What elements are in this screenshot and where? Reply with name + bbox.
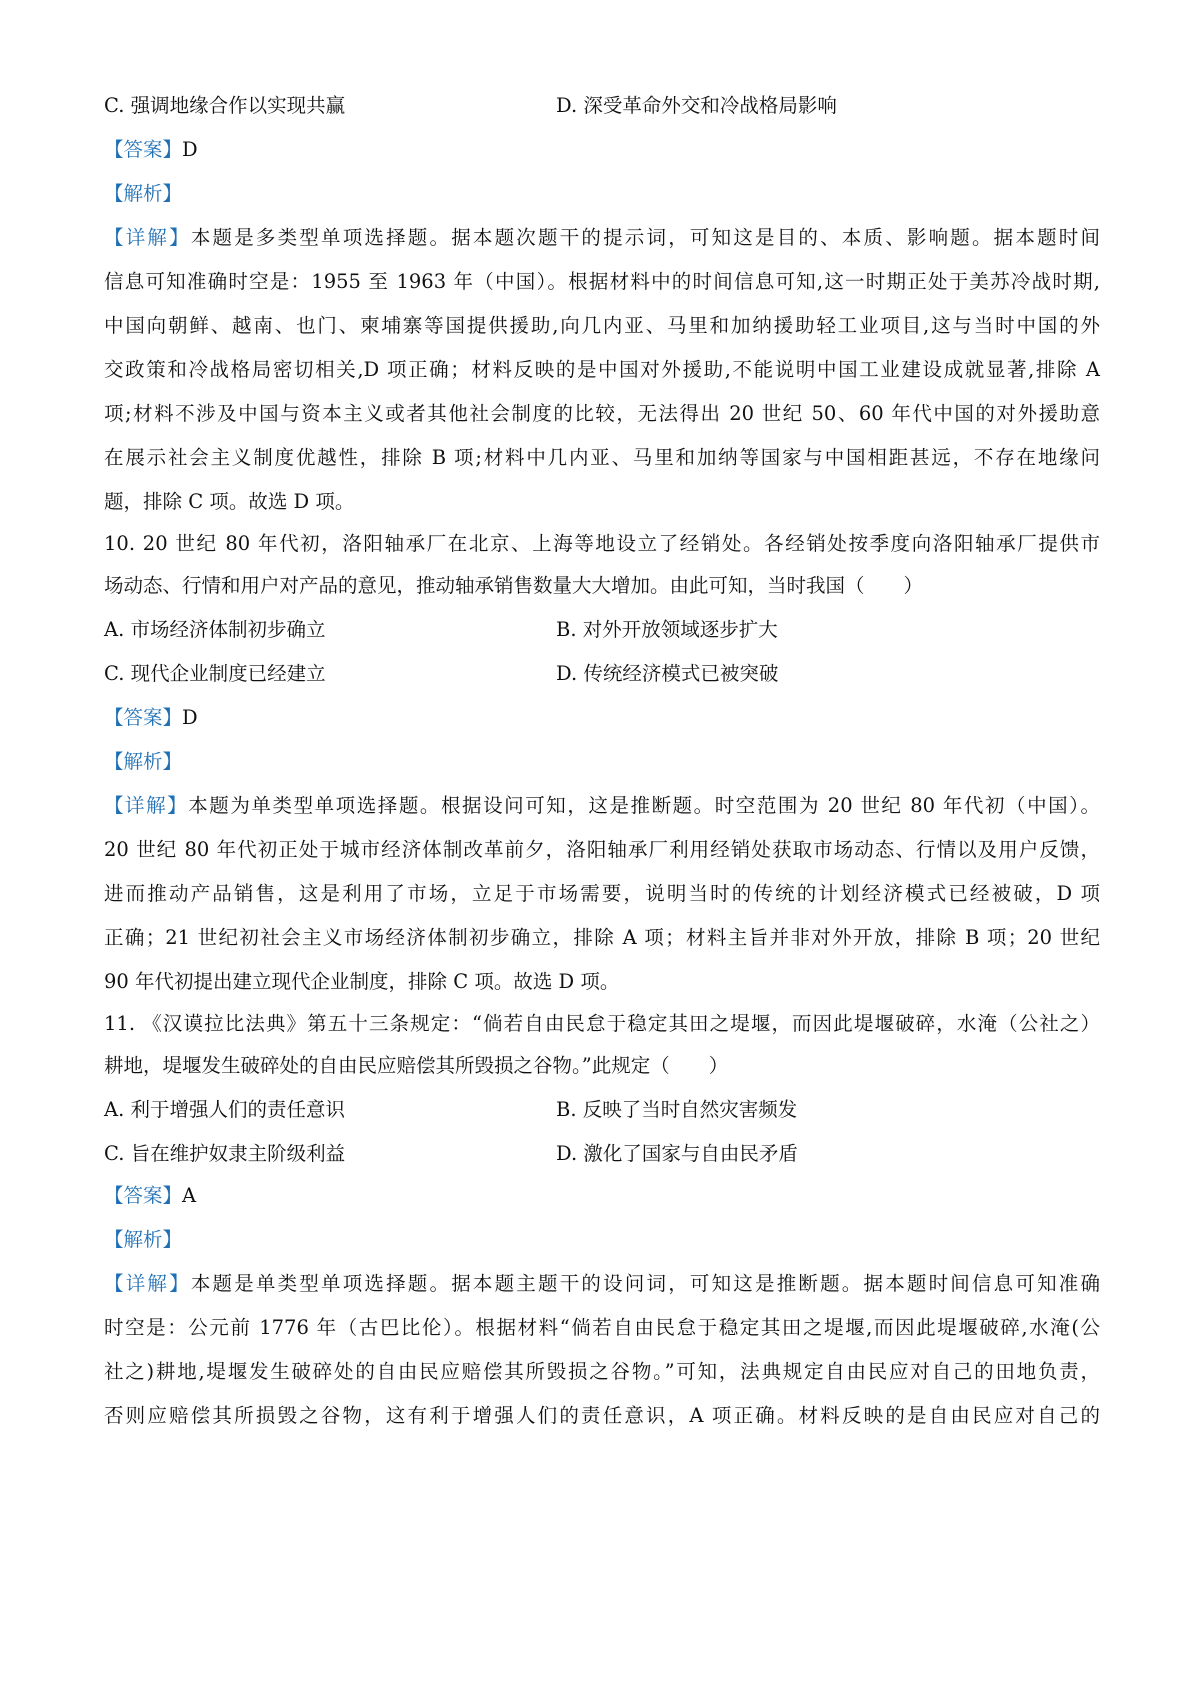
- q11-detail-line: 否则应赔偿其所损毁之谷物，这有利于增强人们的责任意识，A 项正确。材料反映的是自由民应对自己的: [104, 1404, 1100, 1427]
- q10-option-b: B. 对外开放领域逐步扩大: [556, 618, 778, 641]
- answer-value: D: [182, 138, 198, 161]
- q11-stem: 11. 《汉谟拉比法典》第五十三条规定：“倘若自由民怠于稳定其田之堤堰，而因此堤堰破碎，水淹（公社之）: [104, 1012, 1100, 1035]
- q9-detail-line: 项;材料不涉及中国与资本主义或者其他社会制度的比较，无法得出 20 世纪 50、60 年代中国的对外援助意: [104, 402, 1100, 425]
- detail-text: 本题为单类型单项选择题。根据设问可知，这是推断题。时空范围为 20 世纪 80 年代初（中国）。: [188, 794, 1100, 817]
- q9-detail-line: [104, 224, 1100, 252]
- q11-option-b: B. 反映了当时自然灾害频发: [556, 1098, 798, 1121]
- detail-tag: 【详解】: [104, 1272, 191, 1295]
- q10-stem: 10. 20 世纪 80 年代初，洛阳轴承厂在北京、上海等地设立了经销处。各经销处按季度向洛阳轴承厂提供市: [104, 532, 1100, 555]
- detail-text: 本题是多类型单项选择题。据本题次题干的提示词，可知这是目的、本质、影响题。据本题时间: [190, 226, 1100, 249]
- q11-answer: [104, 1182, 196, 1210]
- answer-tag: 【答案】: [104, 706, 183, 729]
- q9-detail-line: 在展示社会主义制度优越性，排除 B 项;材料中几内亚、马里和加纳等国家与中国相距甚远，不存在地缘问: [104, 446, 1100, 469]
- q11-detail-line: 时空是：公元前 1776 年（古巴比伦）。根据材料“倘若自由民怠于稳定其田之堤堰,而因此堤堰破碎,水淹(公: [104, 1316, 1100, 1339]
- q11-stem: 耕地，堤堰发生破碎处的自由民应赔偿其所毁损之谷物。”此规定（ ）: [104, 1054, 729, 1077]
- q9-answer: [104, 136, 198, 164]
- q9-detail-line: 中国向朝鲜、越南、也门、柬埔寨等国提供援助,向几内亚、马里和加纳援助轻工业项目,这与当时中国的外: [104, 314, 1100, 337]
- q10-analysis-tag: 【解析】: [104, 750, 183, 773]
- q11-option-c: C. 旨在维护奴隶主阶级利益: [104, 1142, 346, 1165]
- q9-option-c: C. 强调地缘合作以实现共赢: [104, 94, 346, 117]
- answer-value: D: [182, 706, 198, 729]
- q10-option-c: C. 现代企业制度已经建立: [104, 662, 326, 685]
- q10-option-a: A. 市场经济体制初步确立: [104, 618, 326, 641]
- q10-answer: [104, 704, 198, 732]
- q9-detail-line: 题，排除 C 项。故选 D 项。: [104, 490, 355, 513]
- q9-option-d: D. 深受革命外交和冷战格局影响: [556, 94, 837, 117]
- q10-option-d: D. 传统经济模式已被突破: [556, 662, 779, 685]
- q10-detail-line: 20 世纪 80 年代初正处于城市经济体制改革前夕，洛阳轴承厂利用经销处获取市场动态、行情以及用户反馈，: [104, 838, 1100, 861]
- detail-tag: 【详解】: [104, 226, 191, 249]
- q11-option-d: D. 激化了国家与自由民矛盾: [556, 1142, 798, 1165]
- q9-detail-line: 交政策和冷战格局密切相关,D 项正确；材料反映的是中国对外援助,不能说明中国工业建设成就显著,排除 A: [104, 358, 1100, 381]
- q10-detail-line: 90 年代初提出建立现代企业制度，排除 C 项。故选 D 项。: [104, 970, 620, 993]
- answer-value: A: [182, 1184, 197, 1207]
- q11-detail-line: [104, 1270, 1100, 1298]
- q10-detail-line: [104, 792, 1100, 820]
- q11-analysis-tag: 【解析】: [104, 1228, 183, 1251]
- q11-detail-line: 社之)耕地,堤堰发生破碎处的自由民应赔偿其所毁损之谷物。”可知，法典规定自由民应对自己的田地负责，: [104, 1360, 1100, 1383]
- q11-option-a: A. 利于增强人们的责任意识: [104, 1098, 345, 1121]
- q9-analysis-tag: 【解析】: [104, 182, 183, 205]
- detail-tag: 【详解】: [104, 794, 189, 817]
- answer-tag: 【答案】: [104, 138, 183, 161]
- answer-tag: 【答案】: [104, 1184, 183, 1207]
- q10-detail-line: 正确；21 世纪初社会主义市场经济体制初步确立，排除 A 项；材料主旨并非对外开放，排除 B 项；20 世纪: [104, 926, 1100, 949]
- q10-detail-line: 进而推动产品销售，这是利用了市场，立足于市场需要，说明当时的传统的计划经济模式已经被破，D 项: [104, 882, 1100, 905]
- q10-stem: 场动态、行情和用户对产品的意见，推动轴承销售数量大大增加。由此可知，当时我国（ ）: [104, 574, 924, 597]
- detail-text: 本题是单类型单项选择题。据本题主题干的设问词，可知这是推断题。据本题时间信息可知准确: [190, 1272, 1100, 1295]
- q9-detail-line: 信息可知准确时空是：1955 至 1963 年（中国）。根据材料中的时间信息可知,这一时期正处于美苏冷战时期,: [104, 270, 1100, 293]
